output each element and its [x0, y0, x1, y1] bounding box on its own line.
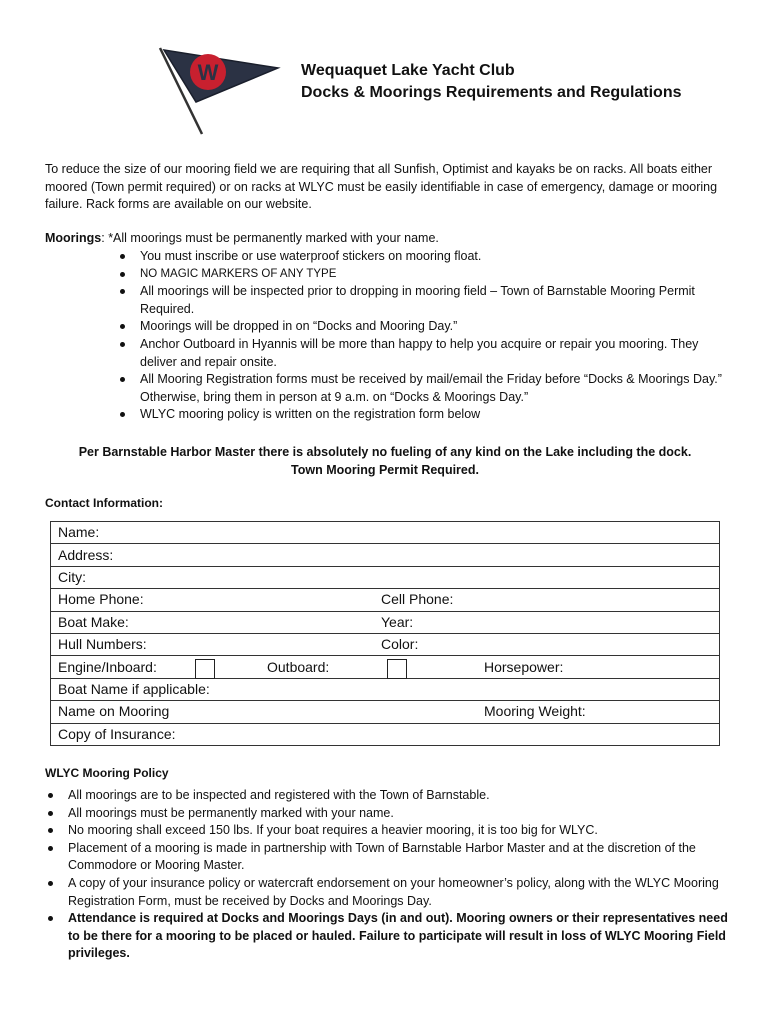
table-row	[51, 656, 720, 678]
year-label: Year:	[381, 613, 414, 630]
city-field[interactable]	[51, 566, 720, 588]
list-item: Placement of a mooring is made in partnership with Town of Barnstable Harbor Master and at the discretion of the Commodore or Mooring Master.	[48, 840, 728, 875]
list-item: All Mooring Registration forms must be received by mail/email the Friday before “Docks & Moorings Day.” Otherwise, bring them in person at 9 a.m. on “Docks & Moorings Day.”	[120, 371, 730, 406]
moorings-heading	[45, 230, 439, 248]
city-label: City:	[58, 568, 86, 585]
name-on-mooring-label: Name on Mooring	[58, 703, 170, 720]
inboard-checkbox[interactable]	[195, 659, 215, 679]
list-item: No mooring shall exceed 150 lbs. If your boat requires a heavier mooring, it is too big for WLYC.	[48, 822, 728, 840]
table-row	[51, 522, 720, 544]
list-item: WLYC mooring policy is written on the registration form below	[120, 406, 730, 424]
table-row	[51, 701, 720, 723]
boat-name-field[interactable]	[51, 678, 720, 700]
address-label: Address:	[58, 546, 114, 563]
moorings-label: Moorings	[45, 231, 102, 245]
list-item: You must inscribe or use waterproof stickers on mooring float.	[120, 248, 730, 266]
list-item: NO MAGIC MARKERS OF ANY TYPE	[120, 266, 730, 284]
club-name: Wequaquet Lake Yacht Club	[301, 62, 515, 79]
name-field[interactable]	[51, 522, 720, 544]
list-item: All moorings will be inspected prior to dropping in mooring field – Town of Barnstable Mooring Permit Required.	[120, 283, 730, 318]
list-item: Moorings will be dropped in on “Docks and Mooring Day.”	[120, 318, 730, 336]
document-subtitle: Docks & Moorings Requirements and Regulations	[301, 84, 682, 101]
list-item: Anchor Outboard in Hyannis will be more than happy to help you acquire or repair you mooring. They deliver and repair onsite.	[120, 336, 730, 371]
club-burgee-logo	[152, 44, 282, 140]
fueling-warning	[45, 444, 725, 479]
document-title	[301, 60, 682, 104]
name-label: Name:	[58, 524, 100, 541]
home-phone-label: Home Phone:	[58, 591, 144, 608]
table-row	[51, 678, 720, 700]
table-row	[51, 589, 720, 611]
moorings-list	[120, 248, 730, 424]
contact-heading: Contact Information:	[45, 496, 163, 510]
policy-heading: WLYC Mooring Policy	[45, 766, 169, 780]
mooring-name-field[interactable]	[51, 701, 720, 723]
table-row	[51, 566, 720, 588]
engine-field[interactable]	[51, 656, 720, 678]
warning-line-1: Per Barnstable Harbor Master there is absolutely no fueling of any kind on the Lake including the dock.	[78, 445, 692, 459]
mooring-weight-label: Mooring Weight:	[484, 703, 586, 720]
color-label: Color:	[381, 636, 419, 653]
boat-name-label: Boat Name if applicable:	[58, 680, 210, 697]
engine-inboard-label: Engine/Inboard:	[58, 658, 157, 675]
list-item: All moorings are to be inspected and registered with the Town of Barnstable.	[48, 787, 728, 805]
cell-phone-label: Cell Phone:	[381, 591, 454, 608]
hull-numbers-label: Hull Numbers:	[58, 636, 147, 653]
phone-field[interactable]	[51, 589, 720, 611]
boat-make-label: Boat Make:	[58, 613, 129, 630]
moorings-lead: : *All moorings must be permanently marked with your name.	[101, 231, 439, 245]
table-row	[51, 544, 720, 566]
insurance-field[interactable]	[51, 723, 720, 745]
pennant-letter: W	[197, 60, 219, 85]
horsepower-label: Horsepower:	[484, 658, 564, 675]
contact-form-table	[50, 521, 720, 746]
table-row	[51, 611, 720, 633]
list-item: A copy of your insurance policy or watercraft endorsement on your homeowner’s policy, along with the WLYC Mooring Registration Form, must be received by Docks and Moorings Day.	[48, 875, 728, 910]
table-row	[51, 633, 720, 655]
policy-list	[48, 787, 728, 963]
address-field[interactable]	[51, 544, 720, 566]
boat-make-field[interactable]	[51, 611, 720, 633]
list-item: Attendance is required at Docks and Moorings Days (in and out). Mooring owners or their representatives need to be there for a mooring to be placed or hauled. Failure to participate will result in loss of WLYC Mooring Field privileges.	[48, 910, 728, 963]
hull-numbers-field[interactable]	[51, 633, 720, 655]
outboard-checkbox[interactable]	[387, 659, 407, 679]
list-item: All moorings must be permanently marked with your name.	[48, 805, 728, 823]
warning-line-2: Town Mooring Permit Required.	[291, 462, 479, 477]
intro-paragraph: To reduce the size of our mooring field we are requiring that all Sunfish, Optimist and kayaks be on racks. All boats either moored (Town permit required) or on racks at WLYC must be easily identifiable in case of emergency, damage or mooring failure. Rack forms are available on our website.	[45, 162, 718, 211]
table-row	[51, 723, 720, 745]
copy-of-insurance-label: Copy of Insurance:	[58, 725, 176, 742]
outboard-label: Outboard:	[267, 658, 330, 675]
